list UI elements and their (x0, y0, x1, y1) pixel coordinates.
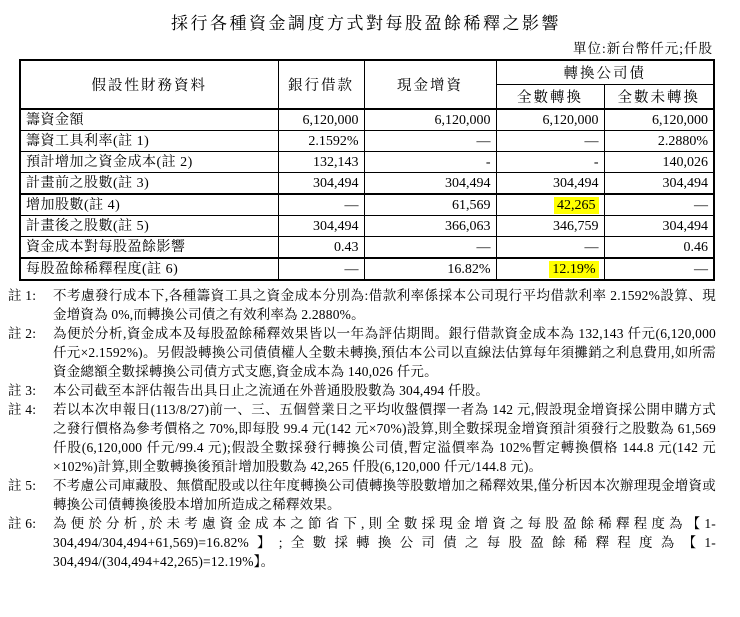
note-label: 註 6: (8, 516, 37, 531)
row-label: 籌資金額 (20, 109, 278, 131)
cell-bank-loan: — (278, 194, 364, 216)
table-row (20, 237, 714, 259)
row-label: 計畫後之股數(註 5) (20, 216, 278, 237)
table-row (20, 258, 714, 280)
note-item (8, 400, 716, 476)
table-row (20, 173, 714, 195)
notes (8, 286, 716, 571)
page-title: 採行各種資金調度方式對每股盈餘稀釋之影響 (171, 14, 561, 33)
cell-cash-increase: 16.82% (364, 258, 496, 280)
cell-fully-converted: — (496, 131, 604, 152)
table-header (20, 60, 714, 109)
note-item (8, 286, 716, 324)
row-label: 籌資工具利率(註 1) (20, 131, 278, 152)
cell-fully-converted (496, 194, 604, 216)
note-text: 不考慮公司庫藏股、無償配股或以往年度轉換公司債轉換等股數增加之稀釋效果,僅分析因本次辦理現金增資或轉換公司債轉換後股本增加所造成之稀釋效果。 (53, 478, 716, 512)
cell-bank-loan: 304,494 (278, 216, 364, 237)
cell-fully-converted: — (496, 237, 604, 259)
row-label: 資金成本對每股盈餘影響 (20, 237, 278, 259)
cell-fully-converted: 304,494 (496, 173, 604, 195)
header-cash-increase: 現金增資 (364, 60, 496, 109)
cell-bank-loan: 0.43 (278, 237, 364, 259)
note-label: 註 2: (8, 326, 37, 341)
cell-fully-converted (496, 258, 604, 280)
highlighted-value: 12.19% (549, 261, 598, 278)
row-label: 每股盈餘稀釋程度(註 6) (20, 258, 278, 280)
cell-not-converted: 6,120,000 (604, 109, 714, 131)
note-label: 註 1: (8, 288, 37, 303)
cell-cash-increase: — (364, 237, 496, 259)
cell-not-converted: 0.46 (604, 237, 714, 259)
note-item (8, 476, 716, 514)
note-text: 若以本次申報日(113/8/27)前一、三、五個營業日之平均收盤價擇一者為 142 元,假設現金增資採公開申購方式之發行價格為參考價格之 70%,即每股 99.4 元(142 元×70%)設算,則全數採現金增資預計須發行之股數為 61,569 仟股(6,120,000 仟元/99.4 元);假設全數採發行轉換公司債,暫定溢價率為 102%暫定轉換價格 144.8 元(142 元×102%)計算,則全數轉換後預計增加股數為 42,265 仟股(6,120,000 仟元/144.8 元)。 (53, 402, 716, 474)
cell-bank-loan: 132,143 (278, 152, 364, 173)
cell-bank-loan: — (278, 258, 364, 280)
cell-fully-converted: 346,759 (496, 216, 604, 237)
unit-label: 單位:新台幣仟元;仟股 (572, 41, 713, 56)
note-text: 為便於分析,資金成本及每股盈餘稀釋效果皆以一年為評估期間。銀行借款資金成本為 132,143 仟元(6,120,000 仟元×2.1592%)。另假設轉換公司債債權人全數未轉換,預估本公司以直線法估算每年須攤銷之利息費用,如所需資金總額全數採轉換公司債方式支應,資金成本為 140,026 仟元。 (53, 326, 716, 379)
note-text: 不考慮發行成本下,各種籌資工具之資金成本分別為:借款利率係採本公司現行平均借款利率 2.1592%設算、現金增資為 0%,而轉換公司債之有效利率為 2.2880%。 (53, 288, 716, 322)
header-convertible-bond: 轉換公司債 (496, 60, 714, 85)
table-row (20, 216, 714, 237)
cell-fully-converted: - (496, 152, 604, 173)
cell-cash-increase: 61,569 (364, 194, 496, 216)
header-not-converted: 全數未轉換 (604, 85, 714, 110)
header-fully-converted: 全數轉換 (496, 85, 604, 110)
cell-not-converted: 304,494 (604, 216, 714, 237)
cell-not-converted: — (604, 258, 714, 280)
cell-not-converted: 304,494 (604, 173, 714, 195)
note-text: 為便於分析,於未考慮資金成本之節省下,則全數採現金增資之每股盈餘稀釋程度為【1-304,494/304,494+61,569)=16.82%】;全數採轉換公司債之每股盈餘稀釋程度為【1-304,494/(304,494+42,265)=12.19%】。 (53, 516, 716, 569)
note-item (8, 514, 716, 571)
financial-table (19, 59, 715, 281)
note-label: 註 3: (8, 383, 37, 398)
table-row (20, 131, 714, 152)
note-text: 本公司截至本評估報告出具日止之流通在外普通股股數為 304,494 仟股。 (53, 383, 490, 398)
table-row (20, 152, 714, 173)
row-label: 計畫前之股數(註 3) (20, 173, 278, 195)
cell-bank-loan: 2.1592% (278, 131, 364, 152)
note-item (8, 381, 716, 400)
header-bank-loan: 銀行借款 (278, 60, 364, 109)
cell-cash-increase: - (364, 152, 496, 173)
note-label: 註 5: (8, 478, 37, 493)
cell-fully-converted: 6,120,000 (496, 109, 604, 131)
header-financial-info: 假設性財務資料 (20, 60, 278, 109)
cell-not-converted: — (604, 194, 714, 216)
cell-bank-loan: 6,120,000 (278, 109, 364, 131)
highlighted-value: 42,265 (554, 197, 599, 214)
table-row (20, 194, 714, 216)
cell-bank-loan: 304,494 (278, 173, 364, 195)
cell-cash-increase: — (364, 131, 496, 152)
cell-cash-increase: 6,120,000 (364, 109, 496, 131)
row-label: 預計增加之資金成本(註 2) (20, 152, 278, 173)
note-label: 註 4: (8, 402, 37, 417)
cell-not-converted: 2.2880% (604, 131, 714, 152)
cell-cash-increase: 304,494 (364, 173, 496, 195)
table-row (20, 109, 714, 131)
row-label: 增加股數(註 4) (20, 194, 278, 216)
cell-not-converted: 140,026 (604, 152, 714, 173)
table-body (20, 109, 714, 280)
cell-cash-increase: 366,063 (364, 216, 496, 237)
note-item (8, 324, 716, 381)
